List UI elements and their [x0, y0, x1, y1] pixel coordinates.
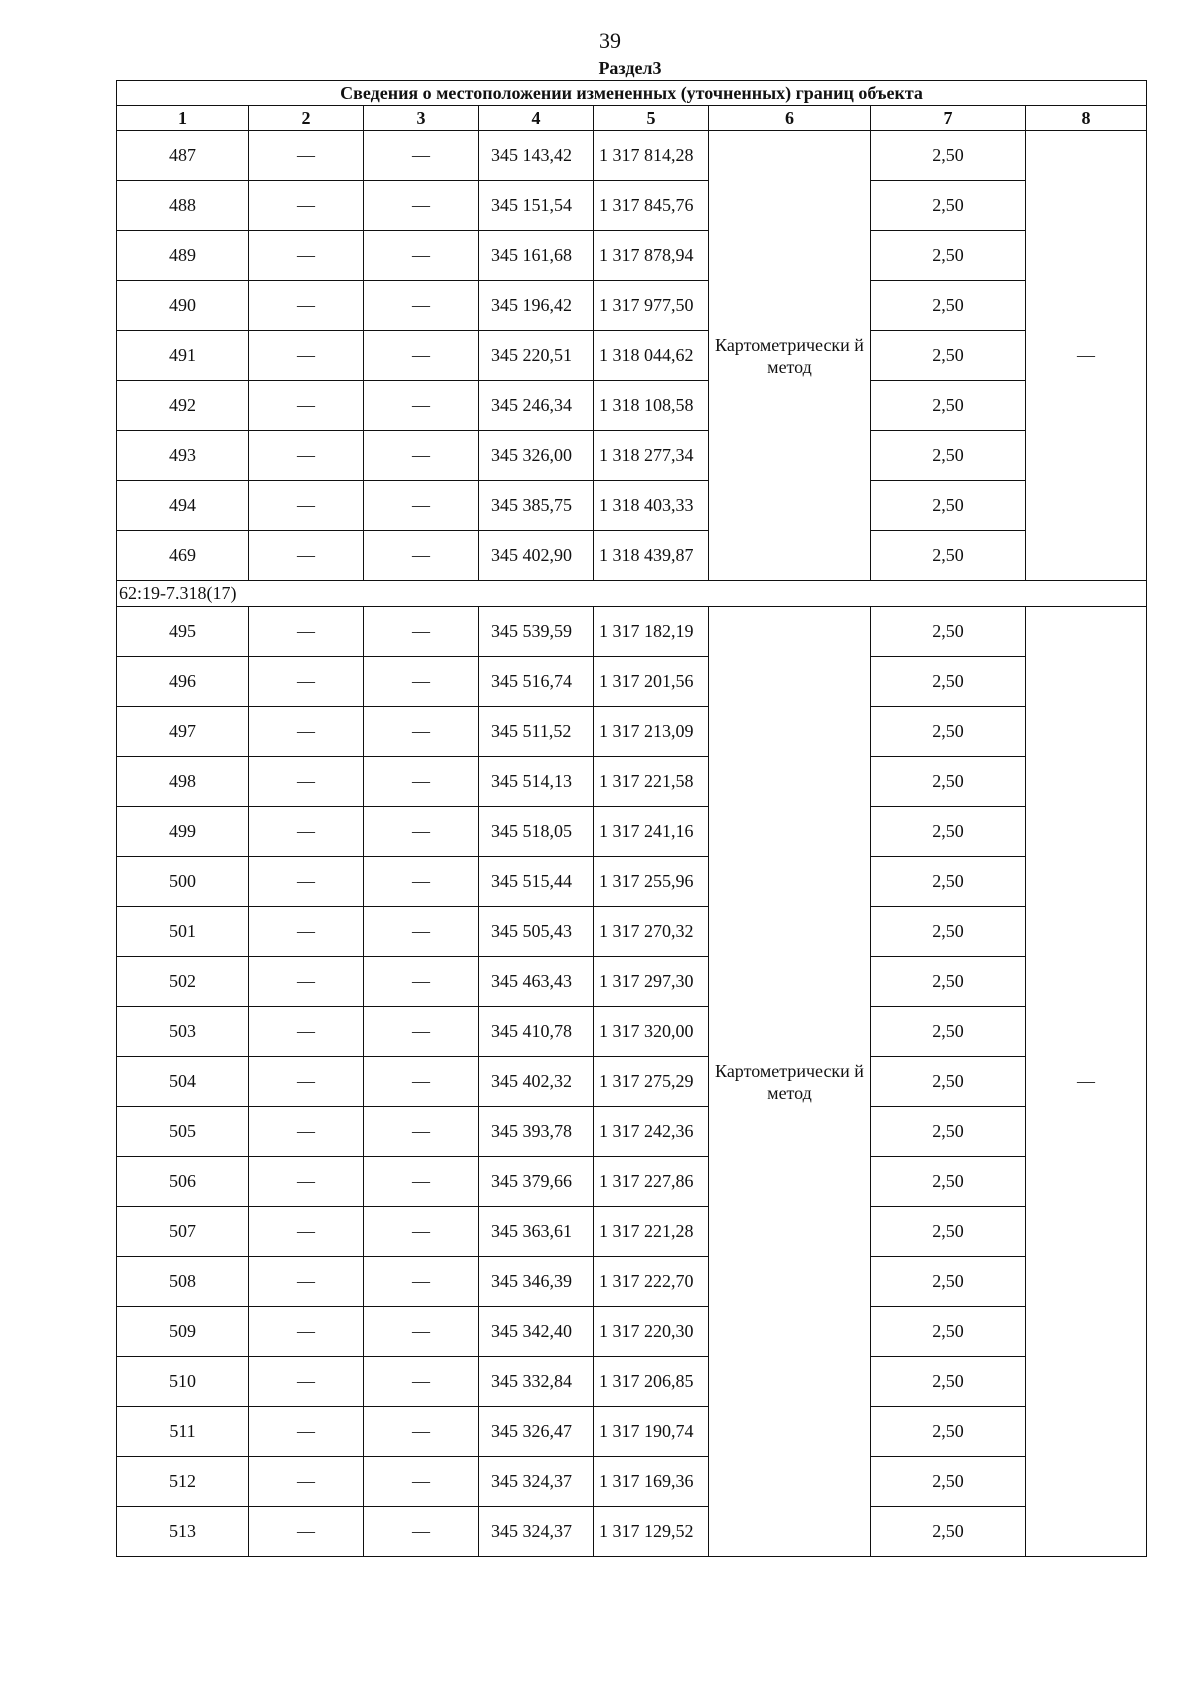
- table-row: [117, 431, 1147, 481]
- accuracy-cell: 2,50: [871, 1257, 1026, 1307]
- coord-x-cell: 345 539,59: [479, 607, 594, 657]
- col3-cell: —: [364, 757, 479, 807]
- point-number-cell: 494: [117, 481, 249, 531]
- col2-cell: —: [249, 1457, 364, 1507]
- table-row: [117, 531, 1147, 581]
- table-row: [117, 481, 1147, 531]
- col3-cell: —: [364, 1107, 479, 1157]
- column-number-header: 2: [249, 106, 364, 131]
- col3-cell: —: [364, 1257, 479, 1307]
- coord-x-cell: 345 363,61: [479, 1207, 594, 1257]
- accuracy-cell: 2,50: [871, 807, 1026, 857]
- accuracy-cell: 2,50: [871, 281, 1026, 331]
- coord-x-cell: 345 516,74: [479, 657, 594, 707]
- column-number-header: 3: [364, 106, 479, 131]
- point-number-cell: 513: [117, 1507, 249, 1557]
- accuracy-cell: 2,50: [871, 1407, 1026, 1457]
- point-number-cell: 512: [117, 1457, 249, 1507]
- col3-cell: —: [364, 431, 479, 481]
- boundary-table: [116, 80, 1147, 1557]
- col2-cell: —: [249, 1157, 364, 1207]
- table-row: [117, 607, 1147, 657]
- col2-cell: —: [249, 707, 364, 757]
- point-number-cell: 499: [117, 807, 249, 857]
- accuracy-cell: 2,50: [871, 1057, 1026, 1107]
- table-row: [117, 281, 1147, 331]
- accuracy-cell: 2,50: [871, 181, 1026, 231]
- col8-cell: —: [1026, 131, 1147, 581]
- accuracy-cell: 2,50: [871, 1507, 1026, 1557]
- col3-cell: —: [364, 1457, 479, 1507]
- table-row: [117, 381, 1147, 431]
- group-label-row: [117, 581, 1147, 607]
- point-number-cell: 503: [117, 1007, 249, 1057]
- column-number-header: 8: [1026, 106, 1147, 131]
- coord-y-cell: 1 317 213,09: [594, 707, 709, 757]
- col3-cell: —: [364, 381, 479, 431]
- accuracy-cell: 2,50: [871, 857, 1026, 907]
- column-number-header: 7: [871, 106, 1026, 131]
- col2-cell: —: [249, 531, 364, 581]
- point-number-cell: 507: [117, 1207, 249, 1257]
- col2-cell: —: [249, 1507, 364, 1557]
- coord-y-cell: 1 317 297,30: [594, 957, 709, 1007]
- point-number-cell: 491: [117, 331, 249, 381]
- col3-cell: —: [364, 1157, 479, 1207]
- point-number-cell: 495: [117, 607, 249, 657]
- point-number-cell: 490: [117, 281, 249, 331]
- coord-x-cell: 345 220,51: [479, 331, 594, 381]
- accuracy-cell: 2,50: [871, 381, 1026, 431]
- coord-x-cell: 345 246,34: [479, 381, 594, 431]
- coord-x-cell: 345 324,37: [479, 1507, 594, 1557]
- table-row: [117, 857, 1147, 907]
- col3-cell: —: [364, 331, 479, 381]
- accuracy-cell: 2,50: [871, 331, 1026, 381]
- accuracy-cell: 2,50: [871, 1107, 1026, 1157]
- coord-y-cell: 1 318 439,87: [594, 531, 709, 581]
- method-cell: Картометрически й метод: [709, 607, 871, 1557]
- table-row: [117, 1057, 1147, 1107]
- coord-x-cell: 345 505,43: [479, 907, 594, 957]
- coord-y-cell: 1 317 220,30: [594, 1307, 709, 1357]
- col3-cell: —: [364, 1007, 479, 1057]
- point-number-cell: 510: [117, 1357, 249, 1407]
- col2-cell: —: [249, 1207, 364, 1257]
- table-row: [117, 331, 1147, 381]
- coord-y-cell: 1 317 845,76: [594, 181, 709, 231]
- col2-cell: —: [249, 231, 364, 281]
- group-label: 62:19-7.318(17): [117, 581, 1147, 607]
- table-row: [117, 131, 1147, 181]
- accuracy-cell: 2,50: [871, 757, 1026, 807]
- coord-x-cell: 345 393,78: [479, 1107, 594, 1157]
- coord-y-cell: 1 317 182,19: [594, 607, 709, 657]
- point-number-cell: 487: [117, 131, 249, 181]
- table-row: [117, 1307, 1147, 1357]
- table-row: [117, 1457, 1147, 1507]
- coord-y-cell: 1 317 169,36: [594, 1457, 709, 1507]
- coord-y-cell: 1 317 222,70: [594, 1257, 709, 1307]
- col2-cell: —: [249, 181, 364, 231]
- table-row: [117, 1107, 1147, 1157]
- col2-cell: —: [249, 657, 364, 707]
- point-number-cell: 498: [117, 757, 249, 807]
- coord-y-cell: 1 318 044,62: [594, 331, 709, 381]
- point-number-cell: 504: [117, 1057, 249, 1107]
- table-row: [117, 807, 1147, 857]
- col2-cell: —: [249, 131, 364, 181]
- accuracy-cell: 2,50: [871, 607, 1026, 657]
- point-number-cell: 511: [117, 1407, 249, 1457]
- point-number-cell: 496: [117, 657, 249, 707]
- coord-x-cell: 345 332,84: [479, 1357, 594, 1407]
- coord-x-cell: 345 143,42: [479, 131, 594, 181]
- coord-y-cell: 1 317 129,52: [594, 1507, 709, 1557]
- col3-cell: —: [364, 1407, 479, 1457]
- point-number-cell: 506: [117, 1157, 249, 1207]
- col2-cell: —: [249, 481, 364, 531]
- point-number-cell: 493: [117, 431, 249, 481]
- table-row: [117, 957, 1147, 1007]
- point-number-cell: 502: [117, 957, 249, 1007]
- point-number-cell: 497: [117, 707, 249, 757]
- coord-x-cell: 345 342,40: [479, 1307, 594, 1357]
- table-row: [117, 231, 1147, 281]
- coord-x-cell: 345 514,13: [479, 757, 594, 807]
- col2-cell: —: [249, 957, 364, 1007]
- coord-y-cell: 1 317 201,56: [594, 657, 709, 707]
- table-row: [117, 1407, 1147, 1457]
- coord-y-cell: 1 318 403,33: [594, 481, 709, 531]
- coord-y-cell: 1 318 108,58: [594, 381, 709, 431]
- column-number-header: 4: [479, 106, 594, 131]
- table-row: [117, 1007, 1147, 1057]
- coord-x-cell: 345 410,78: [479, 1007, 594, 1057]
- point-number-cell: 505: [117, 1107, 249, 1157]
- col2-cell: —: [249, 1307, 364, 1357]
- section-title: Раздел3: [598, 58, 662, 78]
- coord-x-cell: 345 385,75: [479, 481, 594, 531]
- page-number: 39: [599, 28, 621, 53]
- point-number-cell: 489: [117, 231, 249, 281]
- accuracy-cell: 2,50: [871, 231, 1026, 281]
- coord-y-cell: 1 317 977,50: [594, 281, 709, 331]
- col3-cell: —: [364, 1507, 479, 1557]
- coord-x-cell: 345 511,52: [479, 707, 594, 757]
- col3-cell: —: [364, 607, 479, 657]
- method-cell: Картометрически й метод: [709, 131, 871, 581]
- col3-cell: —: [364, 1307, 479, 1357]
- table-title: Сведения о местоположении измененных (уточненных) границ объекта: [117, 81, 1147, 106]
- accuracy-cell: 2,50: [871, 707, 1026, 757]
- col3-cell: —: [364, 131, 479, 181]
- coord-x-cell: 345 151,54: [479, 181, 594, 231]
- col3-cell: —: [364, 1357, 479, 1407]
- column-number-header: 5: [594, 106, 709, 131]
- col2-cell: —: [249, 807, 364, 857]
- coord-y-cell: 1 317 227,86: [594, 1157, 709, 1207]
- point-number-cell: 501: [117, 907, 249, 957]
- col3-cell: —: [364, 1057, 479, 1107]
- table-row: [117, 1507, 1147, 1557]
- col2-cell: —: [249, 907, 364, 957]
- point-number-cell: 500: [117, 857, 249, 907]
- col2-cell: —: [249, 281, 364, 331]
- coord-x-cell: 345 402,32: [479, 1057, 594, 1107]
- col3-cell: —: [364, 181, 479, 231]
- coord-x-cell: 345 196,42: [479, 281, 594, 331]
- coord-x-cell: 345 326,47: [479, 1407, 594, 1457]
- point-number-cell: 492: [117, 381, 249, 431]
- accuracy-cell: 2,50: [871, 907, 1026, 957]
- col2-cell: —: [249, 1107, 364, 1157]
- col3-cell: —: [364, 807, 479, 857]
- col3-cell: —: [364, 231, 479, 281]
- col2-cell: —: [249, 1057, 364, 1107]
- table-row: [117, 707, 1147, 757]
- coord-x-cell: 345 515,44: [479, 857, 594, 907]
- col2-cell: —: [249, 431, 364, 481]
- coord-y-cell: 1 317 206,85: [594, 1357, 709, 1407]
- coord-x-cell: 345 463,43: [479, 957, 594, 1007]
- coord-y-cell: 1 317 320,00: [594, 1007, 709, 1057]
- col3-cell: —: [364, 281, 479, 331]
- table-row: [117, 1157, 1147, 1207]
- table-row: [117, 1257, 1147, 1307]
- table-row: [117, 1207, 1147, 1257]
- coord-x-cell: 345 326,00: [479, 431, 594, 481]
- coord-y-cell: 1 317 221,28: [594, 1207, 709, 1257]
- coord-y-cell: 1 317 241,16: [594, 807, 709, 857]
- col3-cell: —: [364, 957, 479, 1007]
- coord-y-cell: 1 317 221,58: [594, 757, 709, 807]
- col2-cell: —: [249, 857, 364, 907]
- col2-cell: —: [249, 1357, 364, 1407]
- coord-y-cell: 1 317 270,32: [594, 907, 709, 957]
- coord-y-cell: 1 317 190,74: [594, 1407, 709, 1457]
- accuracy-cell: 2,50: [871, 1157, 1026, 1207]
- point-number-cell: 488: [117, 181, 249, 231]
- column-number-header: 1: [117, 106, 249, 131]
- col2-cell: —: [249, 331, 364, 381]
- coord-x-cell: 345 346,39: [479, 1257, 594, 1307]
- table-row: [117, 657, 1147, 707]
- coord-y-cell: 1 318 277,34: [594, 431, 709, 481]
- col8-cell: —: [1026, 607, 1147, 1557]
- col2-cell: —: [249, 1407, 364, 1457]
- accuracy-cell: 2,50: [871, 1307, 1026, 1357]
- table-row: [117, 181, 1147, 231]
- point-number-cell: 508: [117, 1257, 249, 1307]
- col2-cell: —: [249, 1007, 364, 1057]
- accuracy-cell: 2,50: [871, 431, 1026, 481]
- column-number-header: 6: [709, 106, 871, 131]
- coord-y-cell: 1 317 255,96: [594, 857, 709, 907]
- coord-y-cell: 1 317 814,28: [594, 131, 709, 181]
- col3-cell: —: [364, 907, 479, 957]
- col3-cell: —: [364, 531, 479, 581]
- coord-x-cell: 345 402,90: [479, 531, 594, 581]
- col3-cell: —: [364, 481, 479, 531]
- coord-x-cell: 345 379,66: [479, 1157, 594, 1207]
- coord-y-cell: 1 317 878,94: [594, 231, 709, 281]
- accuracy-cell: 2,50: [871, 1207, 1026, 1257]
- col3-cell: —: [364, 707, 479, 757]
- accuracy-cell: 2,50: [871, 1357, 1026, 1407]
- coord-y-cell: 1 317 275,29: [594, 1057, 709, 1107]
- coord-y-cell: 1 317 242,36: [594, 1107, 709, 1157]
- col3-cell: —: [364, 657, 479, 707]
- accuracy-cell: 2,50: [871, 1457, 1026, 1507]
- accuracy-cell: 2,50: [871, 657, 1026, 707]
- col2-cell: —: [249, 381, 364, 431]
- accuracy-cell: 2,50: [871, 481, 1026, 531]
- coord-x-cell: 345 324,37: [479, 1457, 594, 1507]
- col2-cell: —: [249, 757, 364, 807]
- accuracy-cell: 2,50: [871, 957, 1026, 1007]
- col3-cell: —: [364, 1207, 479, 1257]
- accuracy-cell: 2,50: [871, 1007, 1026, 1057]
- col2-cell: —: [249, 1257, 364, 1307]
- accuracy-cell: 2,50: [871, 131, 1026, 181]
- table-row: [117, 757, 1147, 807]
- coord-x-cell: 345 161,68: [479, 231, 594, 281]
- table-row: [117, 1357, 1147, 1407]
- point-number-cell: 469: [117, 531, 249, 581]
- table-row: [117, 907, 1147, 957]
- coord-x-cell: 345 518,05: [479, 807, 594, 857]
- col2-cell: —: [249, 607, 364, 657]
- accuracy-cell: 2,50: [871, 531, 1026, 581]
- col3-cell: —: [364, 857, 479, 907]
- point-number-cell: 509: [117, 1307, 249, 1357]
